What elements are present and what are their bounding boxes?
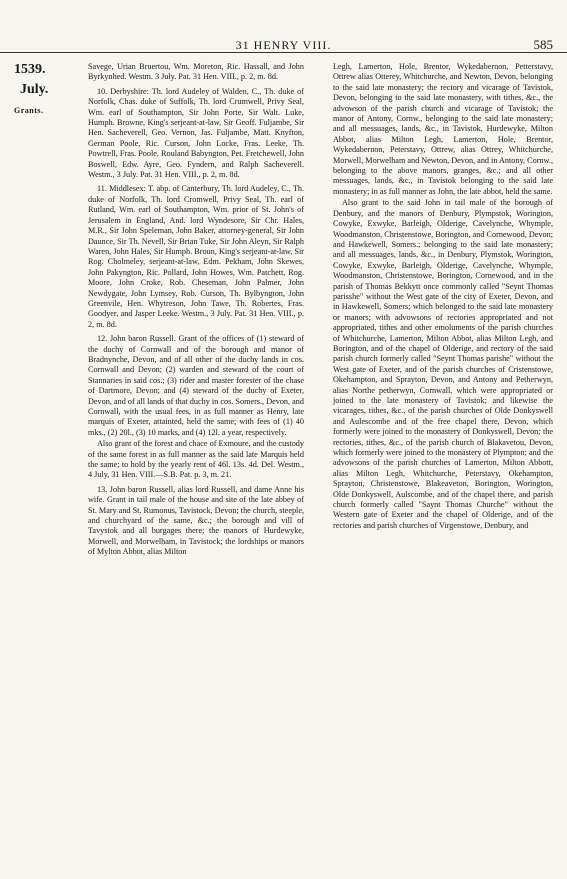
- paragraph: Savege, Urian Bruertou, Wm. Moreton, Ric. Hassall, and John Byrkynhed. Westm. 3 July. Pat. 31 Hen. VIII., p. 2, m. 8d.: [88, 62, 304, 82]
- paragraph: Also grant to the said John in tail male of the borough of Denbury, and the manors of Denbury, Plympstok, Worington, Cowyke, Exwyke, Barleigh, Olderige, Cavelynche, Whymple, Woodmanston, Christenstowe, Borington, and Cornewood, Devon; and Hawkewell, Somers.; belonging to the said late monastery; and all messuages, lands, &c., in Denbury, Plymstok, Worington, Cowyke, Exwyke, Barleigh, Olderige, Cavelynche, Whymple, Woodmanston, Christenstowe, Borington, Cornewood, and in the parish of Thomas Bekkytt once commonly called "Seynt Thomas parisshe" without the West gate of the city of Exeter, Devon, and in Hawkewell, Somers; which belonged to the said late monastery or manors; with advowsons of rectories appropriated and not appropriated, tithes and other emoluments of the parish churches of Whitchurche, Lamerton, Milton Abbot, alias Milton Legh, and Borington, and of the chapel of Olderige, and rectory of the said parish church formerly called "Seynt Thomas parishe" without the West gate of Exeter, and of the parish churches of Cristenstowe, Okehampton, and Sprayton, Devon, and Antony and Petherwyn, alias Northe petherwyn, Cornwall, which were appropriated or joined to the late monastery of Tavistok; and likewise the vicarages, tithes, &c., of the parish churches of Olde Donkyswell and Aulescombe and of the free chapel there, Devon, which formerly were joined to the monastery of Donkyswell, Devon; the rectories, tithes, &c., of the parish church of Blakavetou, Devon, which formerly were joined to the monastery of Plympton; and the advowsons of the parish churches of Lamerton, Milton Abbott, alias Milton Legh, Whitchurche, Peterstavy, Okehampton, Sprayton, Christenstowe, Blakeaveton, Borington, Worington, Olde Donkyswell, Aulscombe, and of the chapel there, and parish church formerly called "Saynt Thomas Churche" without the Western gate of Exeter and the chapel of Olderige, and of the rectories and parish churches of Virgenstowe, Denbury, and: [333, 198, 553, 530]
- margin-notes: [14, 62, 84, 115]
- right-column: [333, 62, 553, 532]
- page-header: [0, 0, 567, 53]
- margin-grants-label: Grants.: [14, 106, 44, 115]
- running-head: 31 HENRY VIII.: [235, 38, 332, 52]
- page-number: 585: [533, 37, 553, 52]
- left-column: [88, 62, 304, 559]
- paragraph: 10. Derbyshire: Th. lord Audeley of Walden, C., Th. duke of Norfolk, Chas. duke of Suffolk, Th. lord Crumwell, Privy Seal, Wm. earl of Southampton, Sir John Porte, Sir Walt. Luke, Humph. Browne, King's serjeant-at-law, Sir Geoff. Fuljambe, Sir Hen. Sacheverell, Geo. Vernon, Jas. Fuljambe, Matt. Knyfton, German Poole, Ric. Curson, John Locke, Fras. Leeke, Th. Powtrell, Fras. Poole, Rouland Babyngton, Pet. Fretchewell, John Boswell, Edw. Ayre, Geo. Fyndern, and Ralph Sacheverell. Westm., 3 July. Pat. 31 Hen. VIII., p. 2, m. 8d.: [88, 86, 304, 180]
- paragraph: 11. Middlesex: T. abp. of Canterbury, Th. lord Audeley, C., Th. duke of Norfolk, Th. lord Cromwell, Privy Seal, Th. earl of Rutland, Wm. earl of Southampton, Wm. prior of St. John's of Jerusalem in England, And. lord Wyndesore, Sir Chr. Hales, M.R., Sir John Speleman, John Baker, attorney-general, Sir John Daunce, Sir Th. Nevell, Sir Brian Tuke, Sir John Aleyn, Sir Ralph Waren, John Hales, Sir Humph. Broun, King's serjeant-at-law, Sir Rog. Cholmeley, serjeant-at-law, Edm. Pekham, John Skewes, John Pakyngton, Ric. Pollard, John Howes, Wm. Patchett, Rog. Moore, John Croke, Rob. Cheseman, John Palmer, John Newdygate, John Lymsey, Rob. Curson, Th. Bylbyngton, John Greenvile, Hen. Whytreson, John Tawe, Th. Robertes, Fras. Goodyer, and Jasper Leeke. Westm., 3 July. Pat. 31 Hen. VIII., p. 2, m. 8d.: [88, 184, 304, 329]
- paragraph: Also grant of the forest and chace of Exmoure, and the custody of the same forest in as full manner as the said late Marquis held the same; to hold by the yearly rent of 46l. 13s. 4d. Del. Westm., 4 July, 31 Hen. VIII.—S.B. Pat. p. 3, m. 21.: [88, 439, 304, 480]
- paragraph: 13. John baron Russell, alias lord Russell, and dame Anne his wife. Grant in tail male of the house and site of the late abbey of St. Mary and St. Rumonus, Tavistock, Devon; the church, steeple, and churchyard of the same, &c.; the borough and vill of Tavystok and all burgages there; the manors of Hurdewyke, Morwell, and Morwelham, in Tavistock; the lordships or manors of Mylton Abbot, alias Milton: [88, 484, 304, 557]
- margin-month: July.: [20, 82, 49, 97]
- margin-year: 1539.: [14, 62, 46, 77]
- paragraph: Legh, Lamerton, Hole, Brentor, Wykedabernon, Petterstavy, Ottrew alias Otterey, Whitchurche, and Newton, Devon, belonging to the said late monastery; the rectory and vicarage of Tavistok, Devon, belonging to the said late monastery, with tithes, &c., the advowson of the parish church and vicarage of Tavistok; the manor of Antony, Cornw., belonging to the said late monastery; and all messuages, lands, &c., in Tavistok, Hurdewyke, Milton Abbot, alias Milton Legh, Lamerton, Hole, Brentor, Wykedabernon, Peterstavy, Ottrew, alias Ottrey, Whitchurche, Morwell, Morwelham and Newton, Devon, and in Antony, Cornw., belonging to the above manors, granges, &c.; and all other messuages, lands, &c., in Tavistok belonging to the said late monastery; in as full manner as John, the late abbot, held the same.: [333, 62, 553, 196]
- paragraph: 12. John baron Russell. Grant of the offices of (1) steward of the duchy of Cornwall and of the borough and manor of Bradnynche, Devon, and of all other of the duchy lands in cos. Cornwall and Devon; (2) warden and steward of the court of Stannaries in said cos.; (3) rider and master forester of the chase of Dartmore, Devon; and (4) steward of the duchy of Exeter, Devon, and of all lands of that duchy in cos. Somers., Devon, and Cornwall, with the usual fees, in as full manner as Henry, late marquis of Exeter, attainted, held the same; with fees of (1) 40 mks., (2) 20l., (3) 10 marks, and (4) 12l. a year, respectively.: [88, 334, 304, 437]
